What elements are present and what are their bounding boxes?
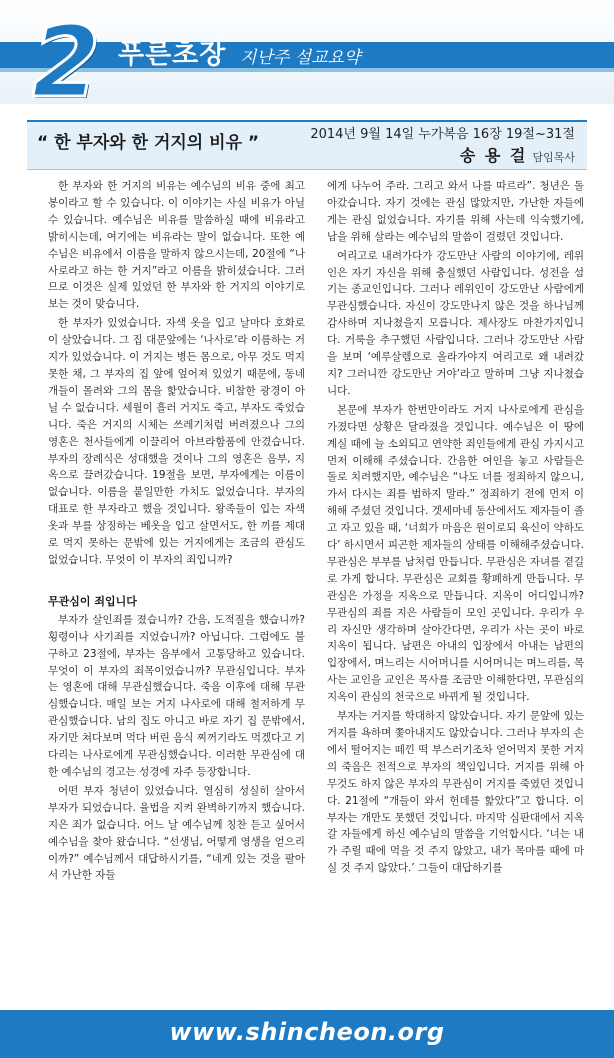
section-number: 2 (32, 6, 101, 120)
paragraph: 부자는 거지를 학대하지 않았습니다. 자기 문앞에 있는 거지를 욕하며 쫓아내지도 않았습니다. 그러나 부자의 손에서 떨어지는 떼낀 떡 부스러기조차 얻어먹지 못한 거지의 죽음은 전적으로 부자의 책임입니다. 거지를 위해 아무것도 하지 않은 부자의 무관심이 거지를 죽였던 것입니다. 21절에 “개들이 와서 헌데를 핥았다”고 합니다. 이 부자는 개만도 못했던 것입니다. 마지막 심판대에서 지옥 갈 자들에게 하신 예수님의 말씀을 기억합시다. ‘너는 내가 주릴 때에 먹을 것 주지 않았고, 내가 목마를 때에 마실 것 주지 않았다.’ 그들이 대답하기를 (327, 710, 584, 875)
paragraph: 한 부자와 한 거지의 비유는 예수님의 비유 중에 최고봉이라고 할 수 있습니다. 이 이야기는 사실 비유가 아닐 수 있습니다. 예수님은 비유를 말씀하실 때에 비유라고 밝히시는데, 여기에는 비유라는 말이 없습니다. 또한 예수님은 비유에서 이름을 말하지 않으시는데, 20절에 “나사로라고 하는 한 거지”라고 이름을 밝히셨습니다. 그러므로 이것은 실제 있었던 한 부자와 한 거지의 이야기로 보는 것이 맞습니다. (48, 180, 305, 311)
sermon-body (48, 178, 584, 1008)
paragraph: 여리고로 내려가다가 강도만난 사람의 이야기에, 레위인은 자기 자신을 위해 충실했던 사람입니다. 성전을 섬기는 종교인입니다. 그러나 레위인이 강도만난 사람에게 무관심했습니다. 자신이 강도만나지 않은 것을 하나님께 감사하며 지나쳤을지 모릅니다. 제사장도 마찬가지입니다. 거룩을 추구했던 사람입니다. 그러나 강도만난 사람을 보며 ‘예루살렘으로 올라가야지 여리고로 왜 내려갔지? 그러니깐 강도만난 거야’라고 말하며 그냥 지나쳤습니다. (327, 249, 584, 397)
sermon-title-bar (27, 120, 587, 170)
section-heading: 무관심이 죄입니다 (48, 594, 137, 608)
website-url[interactable]: www.shincheon.org (169, 1018, 445, 1046)
section-subtitle: 지난주 설교요약 (240, 48, 361, 68)
paragraph: 에게 나누어 주라. 그리고 와서 나를 따르라”. 청년은 돌아갔습니다. 자기 것에는 관심 많았지만, 가난한 자들에게는 관심 없었습니다. 자기를 위해 사는데 익숙했기에, 남을 위해 살라는 예수님의 말씀이 걸렸던 것입니다. (327, 180, 584, 243)
body-column-left (48, 178, 305, 1008)
header-band (0, 0, 614, 120)
paragraph: 어떤 부자 청년이 있었습니다. 열심히 성실히 살아서 부자가 되었습니다. 율법을 지켜 완벽하기까지 했습니다. 지은 죄가 없습니다. 어느 날 예수님께 칭찬 듣고 싶어서 예수님을 찾아 왔습니다. “선생님, 어떻게 영생을 얻으리이까?” 예수님께서 대답하시기를, “네게 있는 것을 팔아서 가난한 자들 (48, 784, 305, 882)
section-title: 푸른초장 (118, 39, 227, 70)
paragraph: 한 부자가 있었습니다. 자색 옷을 입고 날마다 호화로이 살았습니다. 그 집 대문앞에는 ‘나사로’라 이름하는 거지가 있었습니다. 이 거지는 병든 몸으로, 아무 것도 먹지 못한 채, 그 부자의 집 앞에 엎어져 있었기 때문에, 동네 개들이 몰려와 그의 몸을 핥았습니다. 비참한 광경이 아닐 수 없습니다. 세월이 흘러 거지도 죽고, 부자도 죽었습니다. 죽은 거지의 시체는 쓰레기처럼 버려졌으나 그의 영혼은 천사들에게 이끌리어 아브라함품에 안겼습니다. 부자의 장례식은 성대했을 것이나 그의 영혼은 음부, 지옥으로 끌려갔습니다. 19절을 보면, 부자에게는 이름이 없습니다. 이름을 붙일만한 가치도 없었습니다. 부자의 대표로 한 부자라고 했을 것입니다. 왕족들이 입는 자색 옷과 부를 상징하는 베옷을 입고 살면서도, 한 끼를 제대로 먹지 못하는 문밖에 있는 거지에게는 조금의 관심도 없었습니다. 무엇이 이 부자의 죄입니까? (48, 317, 305, 566)
paragraph: 본문에 부자가 한번만이라도 거지 나사로에게 관심을 가졌다면 상황은 달라졌을 것입니다. 예수님은 이 땅에 계실 때에 늘 소외되고 연약한 죄인들에게 관심 가지시고 먼저 이해해 주셨습니다. 간음한 여인을 놓고 사람들은 돌로 치려했지만, 예수님은 “나도 너를 정죄하지 않으니, 가서 다시는 죄를 범하지 말라.” 정죄하기 전에 먼저 이해해 주셨던 것입니다. 겟세마네 동산에서도 제자들이 졸고 자고 있을 때, ‘너희가 마음은 원이로되 육신이 약하도다’ 하시면서 피곤한 제자들의 상태를 이해해주셨습니다. 무관심은 부부를 남처럼 만듭니다. 무관심은 자녀를 곁길로 가게 합니다. 무관심은 교회를 황폐하게 만듭니다. 무관심은 가정을 지옥으로 만듭니다. 지옥이 어디입니까? 무관심의 죄를 지은 사람들이 모인 곳입니다. 우리가 우리 자신만 생각하며 살아간다면, 우리가 사는 곳이 바로 지옥이 됩니다. 남편은 아내의 입장에서 아내는 남편의 입장에서, 며느리는 시어머니를 시어머니는 며느리를, 목사는 교인을 교인은 목사를 조금만 이해한다면, 무관심의 지옥이 관심의 천국으로 바뀌게 될 것입니다. (327, 403, 584, 704)
body-column-right (327, 178, 584, 1008)
preacher-role: 담임목사 (532, 151, 575, 164)
preacher-line (460, 146, 575, 168)
preacher-name: 송 용 걸 (459, 146, 528, 165)
footer-band (0, 1010, 614, 1058)
sermon-title: “ 한 부자와 한 거지의 비유 ” (37, 133, 260, 153)
sermon-reference: 2014년 9월 14일 누가복음 16장 19절~31절 (310, 127, 575, 142)
paragraph: 부자가 살인죄를 졌습니까? 간음, 도적질을 했습니까? 횡령이나 사기죄를 지었습니까? 아닙니다. 그럼에도 불구하고 23절에, 부자는 음부에서 고통당하고 있습니다. 무엇이 이 부자의 죄목이었습니까? 무관심입니다. 부자는 영혼에 대해 무관심했습니다. 죽음 이후에 대해 무관심했습니다. 매일 보는 거지 나사로에 대해 철저하게 무관심했습니다. 남의 집도 아니고 바로 자기 집 문밖에서, 자기만 쳐다보며 먹다 버린 음식 찌꺼기라도 먹겠다고 기다리는 나사로에게 무관심했습니다. 이러한 무관심에 대한 예수님의 경고는 성경에 자주 등장합니다. (48, 613, 305, 778)
